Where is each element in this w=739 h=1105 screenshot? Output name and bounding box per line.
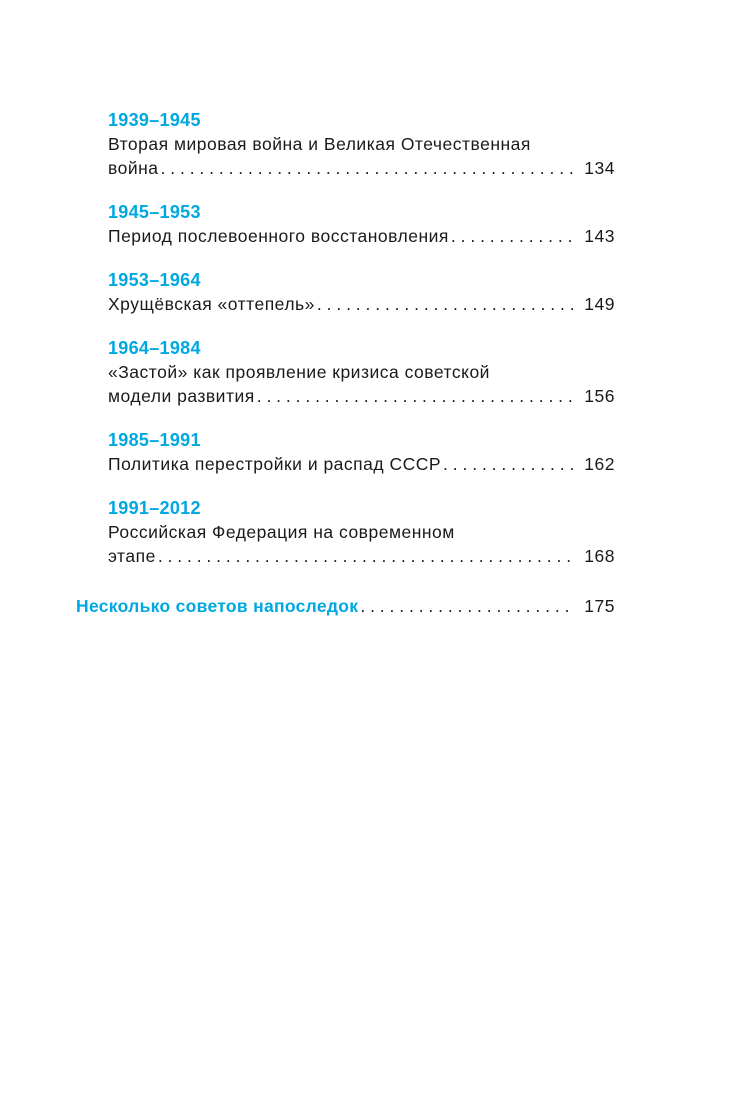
period-heading: 1985–1991 [108, 430, 201, 450]
dot-leader [360, 594, 573, 618]
dot-leader [158, 544, 573, 568]
entry-title-line: Хрущёвская «оттепель» [108, 294, 315, 314]
toc-entry-final[interactable] [76, 594, 615, 618]
period-heading: 1964–1984 [108, 338, 201, 358]
page-number: 168 [584, 546, 615, 566]
dot-leader [451, 224, 573, 248]
period-heading: 1953–1964 [108, 270, 201, 290]
entry-title-line: Период послевоенного восстановления [108, 226, 449, 246]
toc-entry[interactable] [108, 224, 615, 248]
page-number: 156 [584, 386, 615, 406]
page-number: 134 [584, 158, 615, 178]
toc-section-1945-1953 [108, 200, 615, 248]
dot-leader [161, 156, 573, 180]
page-number: 143 [584, 226, 615, 246]
entry-title-line: Российская Федерация на современном [108, 522, 455, 542]
page-number: 175 [584, 596, 615, 616]
toc-final-section [76, 594, 615, 618]
dot-leader [443, 452, 573, 476]
toc-entry[interactable] [108, 544, 615, 568]
dot-leader [317, 292, 573, 316]
period-heading: 1939–1945 [108, 110, 201, 130]
period-heading: 1991–2012 [108, 498, 201, 518]
entry-title-line: Вторая мировая война и Великая Отечественная [108, 134, 531, 154]
entry-title-line: Политика перестройки и распад СССР [108, 454, 442, 474]
toc-section-1964-1984 [108, 336, 615, 408]
entry-title-line: модели развития [108, 386, 255, 406]
toc-entry[interactable] [108, 384, 615, 408]
toc-entry[interactable] [108, 156, 615, 180]
toc-section-1991-2012 [108, 496, 615, 568]
dot-leader [257, 384, 573, 408]
entry-title-line: «Застой» как проявление кризиса советской [108, 362, 490, 382]
toc-entry[interactable] [108, 452, 615, 476]
final-entry-title: Несколько советов напоследок [76, 596, 359, 616]
toc-entry[interactable] [108, 292, 615, 316]
entry-title-line: война [108, 158, 159, 178]
page-number: 162 [584, 454, 615, 474]
entry-title-line: этапе [108, 546, 156, 566]
toc-section-1985-1991 [108, 428, 615, 476]
page-number: 149 [584, 294, 615, 314]
toc-section-1953-1964 [108, 268, 615, 316]
toc-section-1939-1945 [108, 108, 615, 180]
period-heading: 1945–1953 [108, 202, 201, 222]
